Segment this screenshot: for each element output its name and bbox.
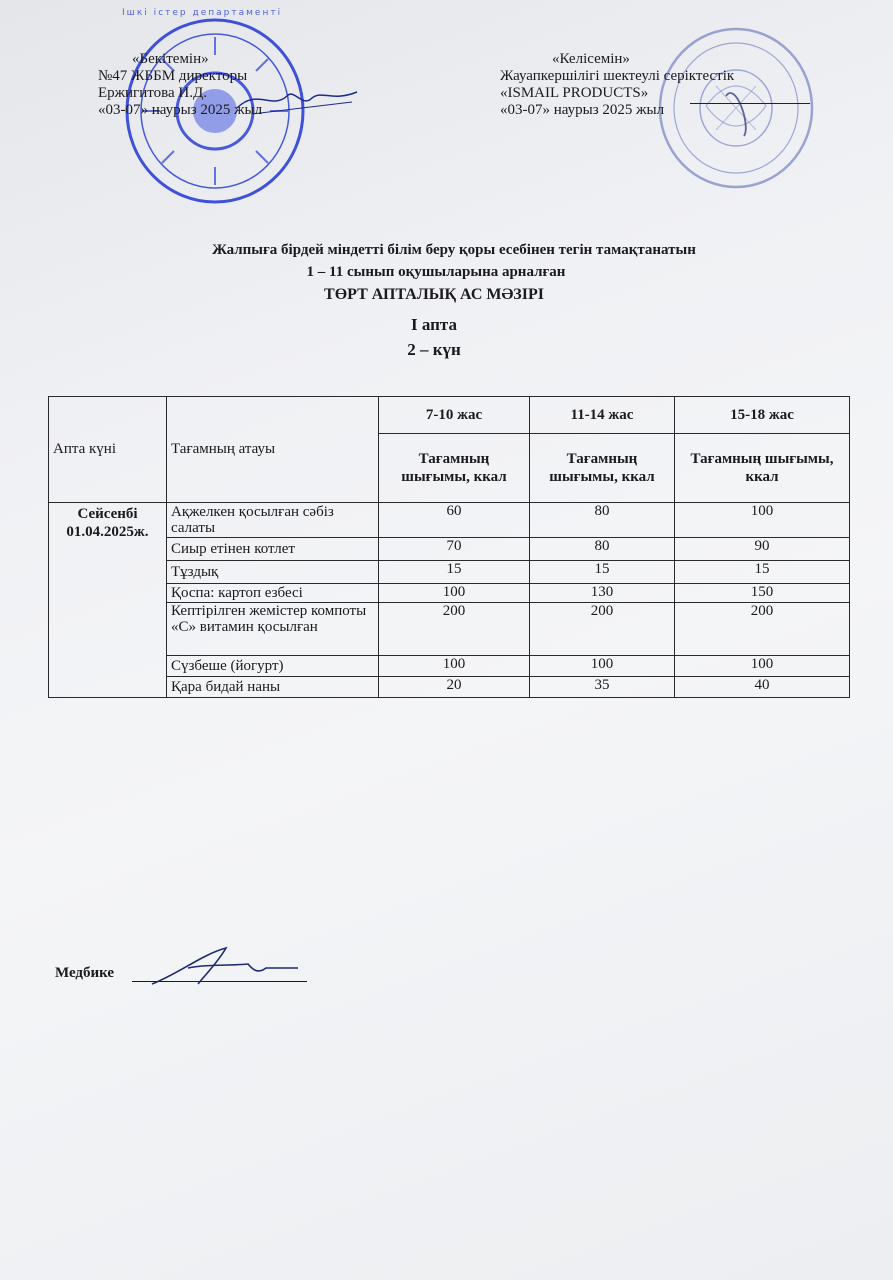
table-row bbox=[49, 561, 850, 584]
nurse-signature bbox=[148, 944, 308, 994]
title-line-2: 1 – 11 сынып оқушыларына арналған bbox=[306, 264, 566, 280]
approval-right-heading: «Келісемін» bbox=[552, 51, 630, 67]
approval-right-sign-line bbox=[690, 103, 810, 104]
menu-table bbox=[48, 396, 850, 698]
title-line-1: Жалпыға бірдей міндетті білім беру қоры есебінен тегін тамақтанатын bbox=[212, 242, 696, 258]
approval-block-right bbox=[500, 51, 734, 119]
dish-name: Қара бидай наны bbox=[167, 677, 379, 698]
dish-name: Ақжелкен қосылған сәбіз салаты bbox=[167, 503, 379, 538]
value-15-18: 200 bbox=[675, 603, 850, 656]
value-15-18: 40 bbox=[675, 677, 850, 698]
title-week: I апта bbox=[411, 315, 457, 334]
header-yield-3: Тағамның шығымы, ккал bbox=[675, 434, 850, 503]
table-row bbox=[49, 503, 850, 538]
day-cell bbox=[49, 503, 167, 698]
nurse-label: Медбике bbox=[55, 965, 115, 981]
value-15-18: 15 bbox=[675, 561, 850, 584]
value-7-10: 15 bbox=[379, 561, 530, 584]
approval-left-heading: «Бекітемін» bbox=[132, 51, 209, 67]
header-day: Апта күні bbox=[49, 397, 167, 503]
approval-right-org-name: «ISMAIL PRODUCTS» bbox=[500, 85, 649, 101]
value-7-10: 200 bbox=[379, 603, 530, 656]
header-dish: Тағамның атауы bbox=[167, 397, 379, 503]
table-row bbox=[49, 584, 850, 603]
value-15-18: 100 bbox=[675, 503, 850, 538]
value-11-14: 80 bbox=[530, 503, 675, 538]
header-age-7-10: 7-10 жас bbox=[379, 397, 530, 434]
value-15-18: 100 bbox=[675, 656, 850, 677]
title-line-3: ТӨРТ АПТАЛЫҚ АС МӘЗІРІ bbox=[324, 286, 544, 303]
table-row bbox=[49, 538, 850, 561]
dish-name: Сүзбеше (йогурт) bbox=[167, 656, 379, 677]
value-11-14: 100 bbox=[530, 656, 675, 677]
table-row bbox=[49, 603, 850, 656]
value-7-10: 70 bbox=[379, 538, 530, 561]
value-7-10: 100 bbox=[379, 584, 530, 603]
approval-block-left bbox=[98, 51, 262, 119]
approval-left-date: «03-07» наурыз 2025 жыл bbox=[98, 102, 263, 118]
value-7-10: 100 bbox=[379, 656, 530, 677]
value-11-14: 35 bbox=[530, 677, 675, 698]
value-11-14: 130 bbox=[530, 584, 675, 603]
value-15-18: 150 bbox=[675, 584, 850, 603]
value-11-14: 200 bbox=[530, 603, 675, 656]
value-7-10: 20 bbox=[379, 677, 530, 698]
header-age-15-18: 15-18 жас bbox=[675, 397, 850, 434]
value-15-18: 90 bbox=[675, 538, 850, 561]
dish-name: Тұздық bbox=[167, 561, 379, 584]
header-age-11-14: 11-14 жас bbox=[530, 397, 675, 434]
dish-name: Кептірілген жемістер компоты «С» витамин қосылған bbox=[167, 603, 379, 656]
day-name: Сейсенбі bbox=[77, 506, 138, 522]
value-11-14: 80 bbox=[530, 538, 675, 561]
header-yield-1: Тағамның шығымы, ккал bbox=[379, 434, 530, 503]
svg-text:Ішкі істер департаменті: Ішкі істер департаменті bbox=[122, 8, 283, 18]
approval-left-name: Ержигитова И.Д. bbox=[98, 85, 207, 101]
table-row bbox=[49, 677, 850, 698]
day-date: 01.04.2025ж. bbox=[66, 524, 149, 540]
approval-right-org-type: Жауапкершілігі шектеулі серіктестік bbox=[500, 68, 735, 84]
dish-name: Қоспа: картоп езбесі bbox=[167, 584, 379, 603]
dish-name: Сиыр етінен котлет bbox=[167, 538, 379, 561]
value-7-10: 60 bbox=[379, 503, 530, 538]
approval-left-position: №47 ЖББМ директоры bbox=[98, 68, 248, 84]
title-day: 2 – күн bbox=[407, 340, 461, 359]
approval-right-date: «03-07» наурыз 2025 жыл bbox=[500, 102, 665, 118]
table-row bbox=[49, 656, 850, 677]
header-yield-2: Тағамның шығымы, ккал bbox=[530, 434, 675, 503]
value-11-14: 15 bbox=[530, 561, 675, 584]
